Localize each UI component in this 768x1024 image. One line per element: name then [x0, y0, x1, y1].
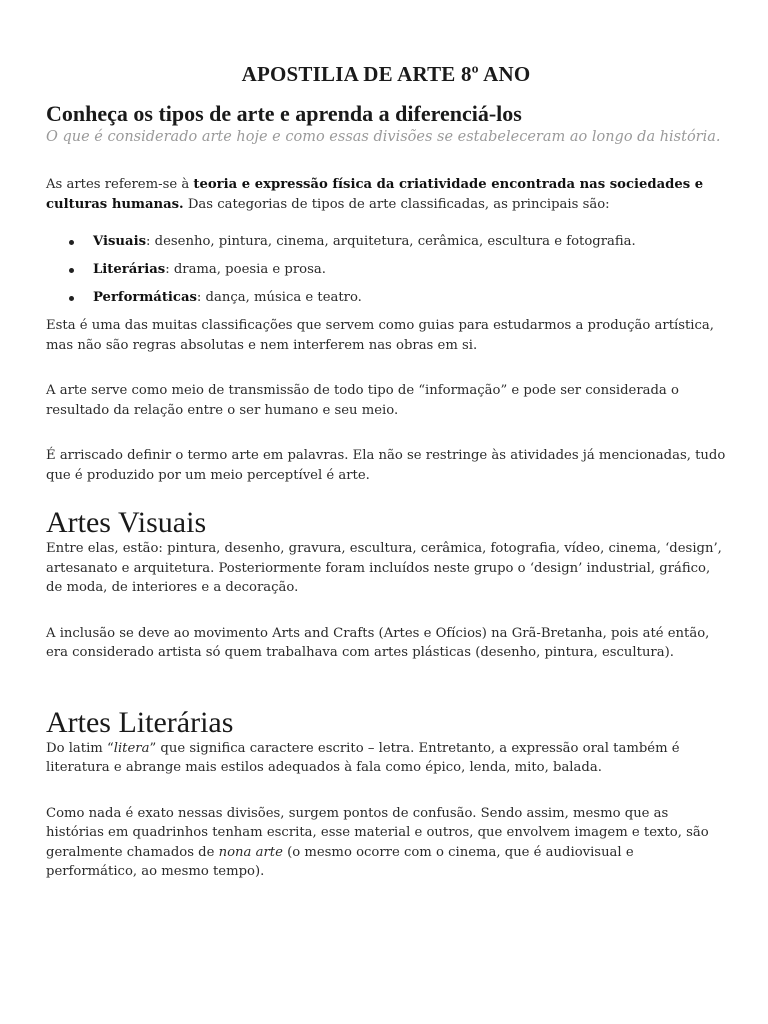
- kind-label: Visuais: [93, 234, 147, 249]
- article-lead: O que é considerado arte hoje e como essas divisões se estabeleceram ao longo da história.: [46, 129, 721, 145]
- intro-bold: teoria e expressão física da criatividade encontrada nas sociedades e culturas humanas.: [46, 177, 704, 212]
- article-subtitle: Conheça os tipos de arte e aprenda a diferenciá-los: [46, 101, 522, 126]
- list-item: [46, 288, 726, 307]
- document-page: [46, 62, 726, 908]
- document-title: APOSTILIA DE ARTE 8º ANO: [241, 62, 531, 86]
- section-title-visual: Artes Visuais: [46, 506, 207, 539]
- literary-p1-prefix: Do latim “: [46, 740, 114, 756]
- literary-p2-prefix: Como nada é exato nessas divisões, surgem pontos de confusão. Sendo assim, mesmo que as histórias em quadrinhos tenham escrita, esse material e outros, que envolvem imagem e texto, são geralmente chamados de: [46, 805, 709, 860]
- intro-paragraph: [46, 175, 726, 214]
- literary-paragraph-1: [46, 739, 726, 778]
- transmission-paragraph: A arte serve como meio de transmissão de todo tipo de “informação” e pode ser considerada o resultado da relação entre o ser humano e seu meio.: [46, 383, 679, 418]
- literary-p1-suffix: ” que significa caractere escrito – letra. Entretanto, a expressão oral também é literatura e abrange mais estilos adequados à fala como épico, lenda, mito, balada.: [46, 740, 680, 775]
- literary-p1-italic: litera: [113, 740, 150, 756]
- list-item: [46, 260, 726, 279]
- art-kinds-list: [46, 232, 726, 307]
- literary-paragraph-2: [46, 804, 726, 882]
- kind-text: : dança, música e teatro.: [196, 290, 362, 305]
- kind-label: Literárias: [93, 262, 166, 277]
- literary-p2-suffix: (o mesmo ocorre com o cinema, que é audiovisual e performático, ao mesmo tempo).: [46, 844, 634, 879]
- kind-text: : desenho, pintura, cinema, arquitetura, cerâmica, escultura e fotografia.: [146, 234, 636, 249]
- risky-paragraph: É arriscado definir o termo arte em palavras. Ela não se restringe às atividades já mencionadas, tudo que é produzido por um meio perceptível é arte.: [46, 448, 726, 483]
- list-item: [46, 232, 726, 251]
- classification-paragraph: Esta é uma das muitas classificações que servem como guias para estudarmos a produção artística, mas não são regras absolutas e nem interferem nas obras em si.: [46, 318, 714, 353]
- visual-paragraph-1: Entre elas, estão: pintura, desenho, gravura, escultura, cerâmica, fotografia, vídeo, cinema, ‘design’, artesanato e arquitetura. Posteriormente foram incluídos neste grupo o ‘design’ industrial, gráfico, de moda, de interiores e a decoração.: [46, 541, 722, 595]
- section-title-literary: Artes Literárias: [46, 705, 234, 739]
- intro-prefix: As artes referem-se à: [46, 177, 194, 192]
- kind-text: : drama, poesia e prosa.: [165, 262, 326, 277]
- kind-label: Performáticas: [93, 290, 197, 305]
- literary-p2-italic: nona arte: [218, 844, 283, 860]
- intro-suffix: Das categorias de tipos de arte classificadas, as principais são:: [183, 196, 610, 212]
- visual-paragraph-2: A inclusão se deve ao movimento Arts and Crafts (Artes e Ofícios) na Grã-Bretanha, pois até então, era considerado artista só quem trabalhava com artes plásticas (desenho, pintura, escultura).: [46, 625, 710, 660]
